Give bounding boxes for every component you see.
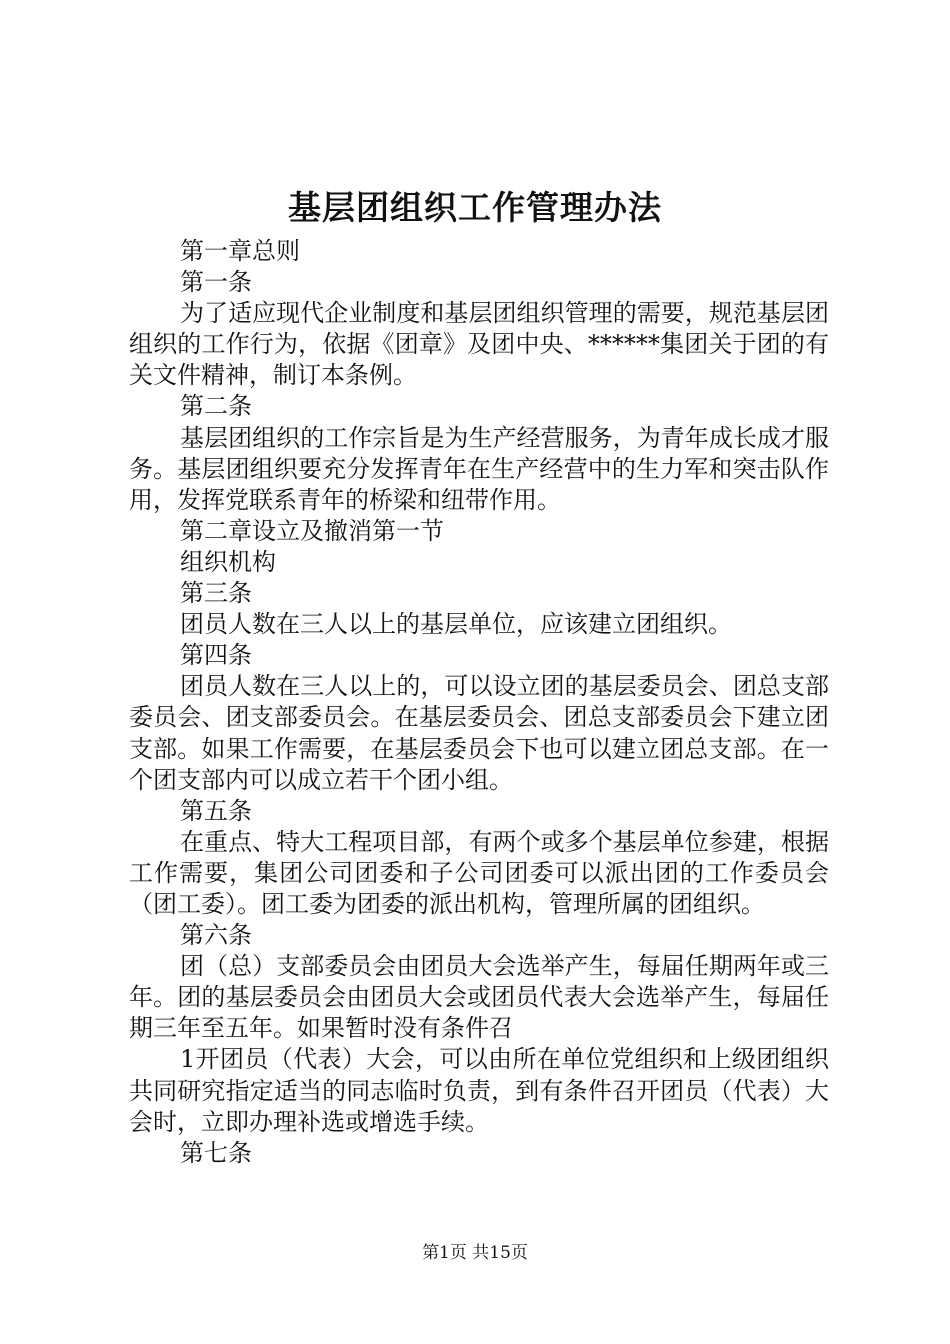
paragraph: 在重点、特大工程项目部，有两个或多个基层单位参建，根据工作需要，集团公司团委和子公司团委可以派出团的工作委员会（团工委）。团工委为团委的派出机构，管理所属的团组织。 (129, 827, 829, 918)
article-heading: 第六条 (180, 921, 252, 950)
chapter-heading: 第二章设立及撤消第一节 (180, 516, 444, 545)
paragraph: 团员人数在三人以上的基层单位，应该建立团组织。 (180, 610, 732, 639)
article-heading: 第七条 (180, 1138, 252, 1167)
document-title: 基层团组织工作管理办法 (288, 188, 662, 227)
article-heading: 第四条 (180, 641, 252, 670)
paragraph: 团员人数在三人以上的，可以设立团的基层委员会、团总支部委员会、团支部委员会。在基层委员会、团总支部委员会下建立团支部。如果工作需要，在基层委员会下也可以建立团总支部。在一个团支部内可以成立若干个团小组。 (129, 672, 829, 794)
article-heading: 第三条 (180, 579, 252, 608)
paragraph: 1开团员（代表）大会，可以由所在单位党组织和上级团组织共同研究指定适当的同志临时负责，到有条件召开团员（代表）大会时，立即办理补选或增选手续。 (129, 1045, 829, 1136)
paragraph: 团（总）支部委员会由团员大会选举产生，每届任期两年或三年。团的基层委员会由团员大会或团员代表大会选举产生，每届任期三年至五年。如果暂时没有条件召 (129, 952, 829, 1043)
document-body (129, 236, 829, 1169)
section-heading: 组织机构 (180, 547, 276, 576)
page-footer: 第1页 共15页 (422, 1243, 528, 1263)
paragraph: 为了适应现代企业制度和基层团组织管理的需要，规范基层团组织的工作行为，依据《团章》及团中央、******集团关于团的有关文件精神，制订本条例。 (129, 299, 829, 390)
chapter-heading: 第一章总则 (180, 237, 300, 265)
paragraph: 基层团组织的工作宗旨是为生产经营服务，为青年成长成才服务。基层团组织要充分发挥青年在生产经营中的生力军和突击队作用，发挥党联系青年的桥梁和纽带作用。 (129, 423, 829, 514)
article-heading: 第二条 (180, 392, 252, 421)
article-heading: 第一条 (180, 268, 252, 297)
article-heading: 第五条 (180, 796, 252, 825)
